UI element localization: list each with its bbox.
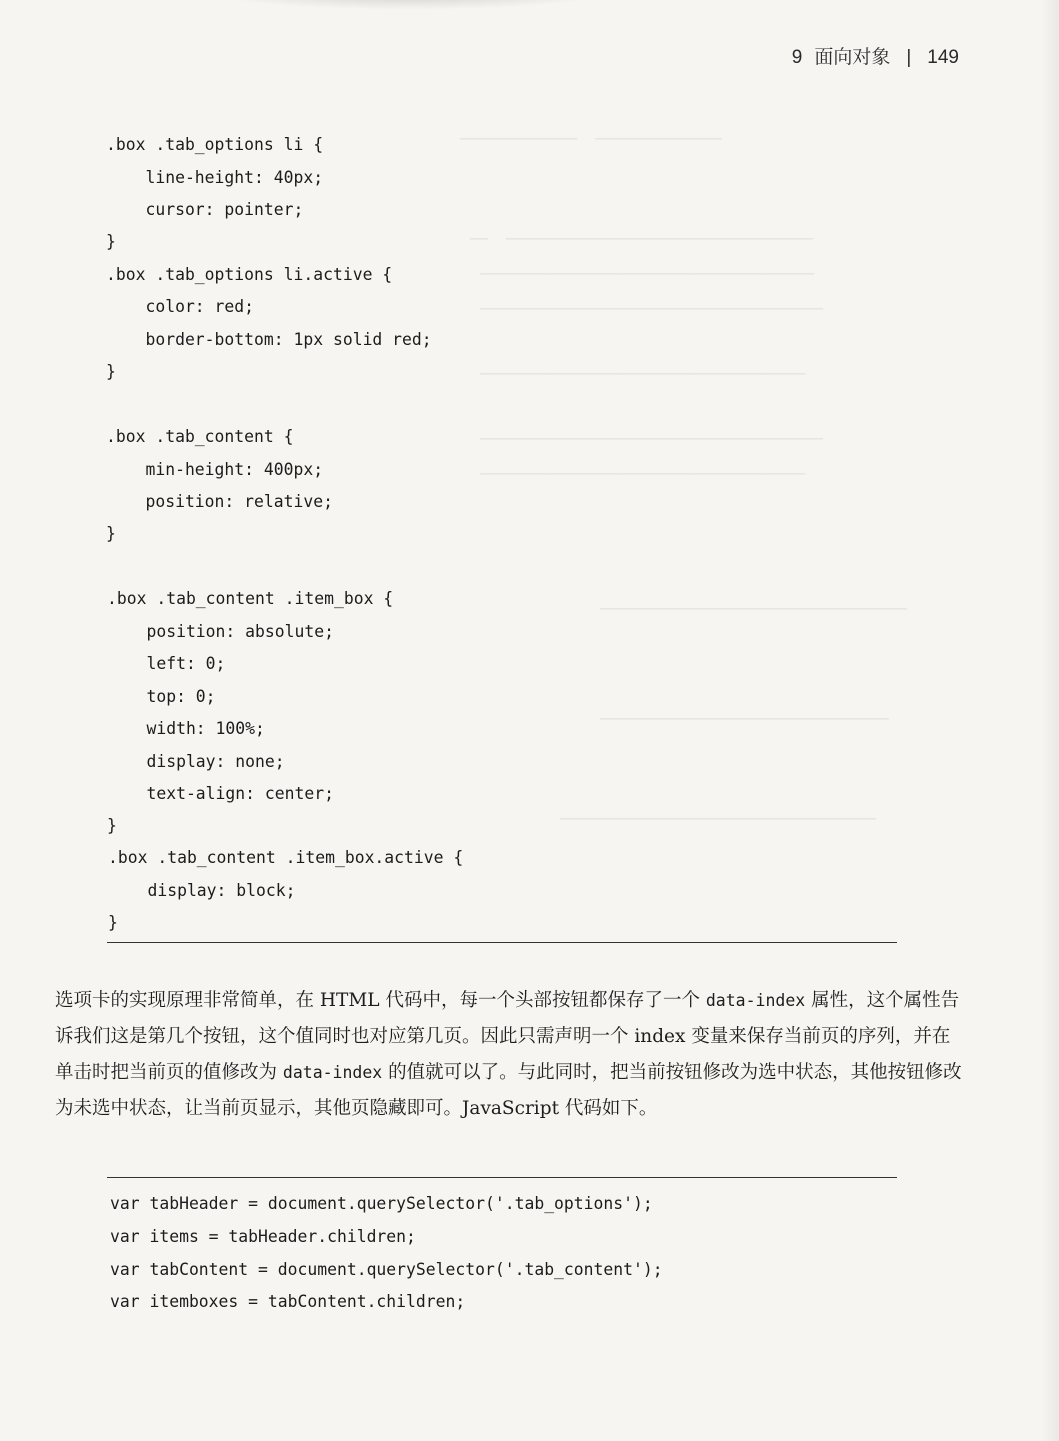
code-line: text-align: center; <box>107 784 334 803</box>
code-line: display: block; <box>108 881 296 900</box>
code-line: color: red; <box>106 297 255 316</box>
paragraph-text: 属性，这个属性告诉我们这是第几个按钮，这个值同时也对应第几页。因此只需声明一个 index 变量来保存当前页的序列，并在单击时把当前页的值修改为 <box>55 990 960 1083</box>
code-line: display: none; <box>107 752 285 771</box>
code-line: .box .tab_options li { <box>106 135 324 154</box>
code-line: var tabContent = document.querySelector('.tab_content'); <box>110 1260 663 1279</box>
code-line: .box .tab_content { <box>106 427 294 446</box>
code-line: min-height: 400px; <box>106 460 324 479</box>
code-line: line-height: 40px; <box>106 168 324 187</box>
header-separator: | <box>906 47 912 68</box>
paragraph-text: 选项卡的实现原理非常简单，在 HTML 代码中，每一个头部按钮都保存了一个 <box>55 990 706 1011</box>
inline-code: data-index <box>705 991 806 1010</box>
paragraph-text: 的值就可以了。与此同时，把当前按钮修改为选中状态，其他按钮修改为未选中状态，让当前页显示，其他页隐藏即可。JavaScript 代码如下。 <box>55 1062 962 1119</box>
code-line: border-bottom: 1px solid red; <box>106 330 432 349</box>
page-number: 149 <box>927 47 959 68</box>
bleed-through: ────────────────────────────────────── <box>480 430 824 448</box>
bleed-through: ──────────────────────────────────── <box>480 465 806 483</box>
code-line: var items = tabHeader.children; <box>110 1227 416 1246</box>
code-line: cursor: pointer; <box>106 200 304 219</box>
code-line: } <box>106 524 116 543</box>
chapter-title: 面向对象 <box>814 47 891 68</box>
code-line: position: absolute; <box>107 622 334 641</box>
bleed-through: ────────────────────────────────── ── <box>470 230 814 248</box>
bleed-through: ────────────── ───────────── <box>460 130 722 148</box>
code-line: var itemboxes = tabContent.children; <box>110 1292 466 1311</box>
bleed-through: ───────────────────────────────────── <box>480 265 815 283</box>
page-shadow <box>200 0 620 10</box>
running-header <box>792 42 959 69</box>
code-line: top: 0; <box>107 687 216 706</box>
code-block-end-rule <box>107 942 897 943</box>
body-paragraph <box>55 983 967 1127</box>
page-edge <box>1041 0 1059 1441</box>
inline-code: data-index <box>282 1063 383 1082</box>
code-line: .box .tab_content .item_box.active { <box>108 848 464 867</box>
bleed-through: ────────────────────────────────────── <box>480 300 824 318</box>
bleed-through: ──────────────────────────────── <box>600 710 889 728</box>
code-line: .box .tab_options li.active { <box>106 265 393 284</box>
code-line: } <box>107 816 117 835</box>
code-line: } <box>108 913 118 932</box>
bleed-through: ─────────────────────────────────── <box>560 810 877 828</box>
chapter-number: 9 <box>791 47 803 68</box>
code-line: width: 100%; <box>107 719 265 738</box>
code-line: position: relative; <box>106 492 333 511</box>
code-block-start-rule <box>107 1177 897 1178</box>
bleed-through: ────────────────────────────────── <box>600 600 908 618</box>
code-line: } <box>106 362 116 381</box>
code-line: var tabHeader = document.querySelector('.tab_options'); <box>110 1194 653 1213</box>
code-line: } <box>106 232 116 251</box>
bleed-through: ──────────────────────────────────── <box>480 365 806 383</box>
code-line: left: 0; <box>107 654 226 673</box>
code-line: .box .tab_content .item_box { <box>107 589 394 608</box>
